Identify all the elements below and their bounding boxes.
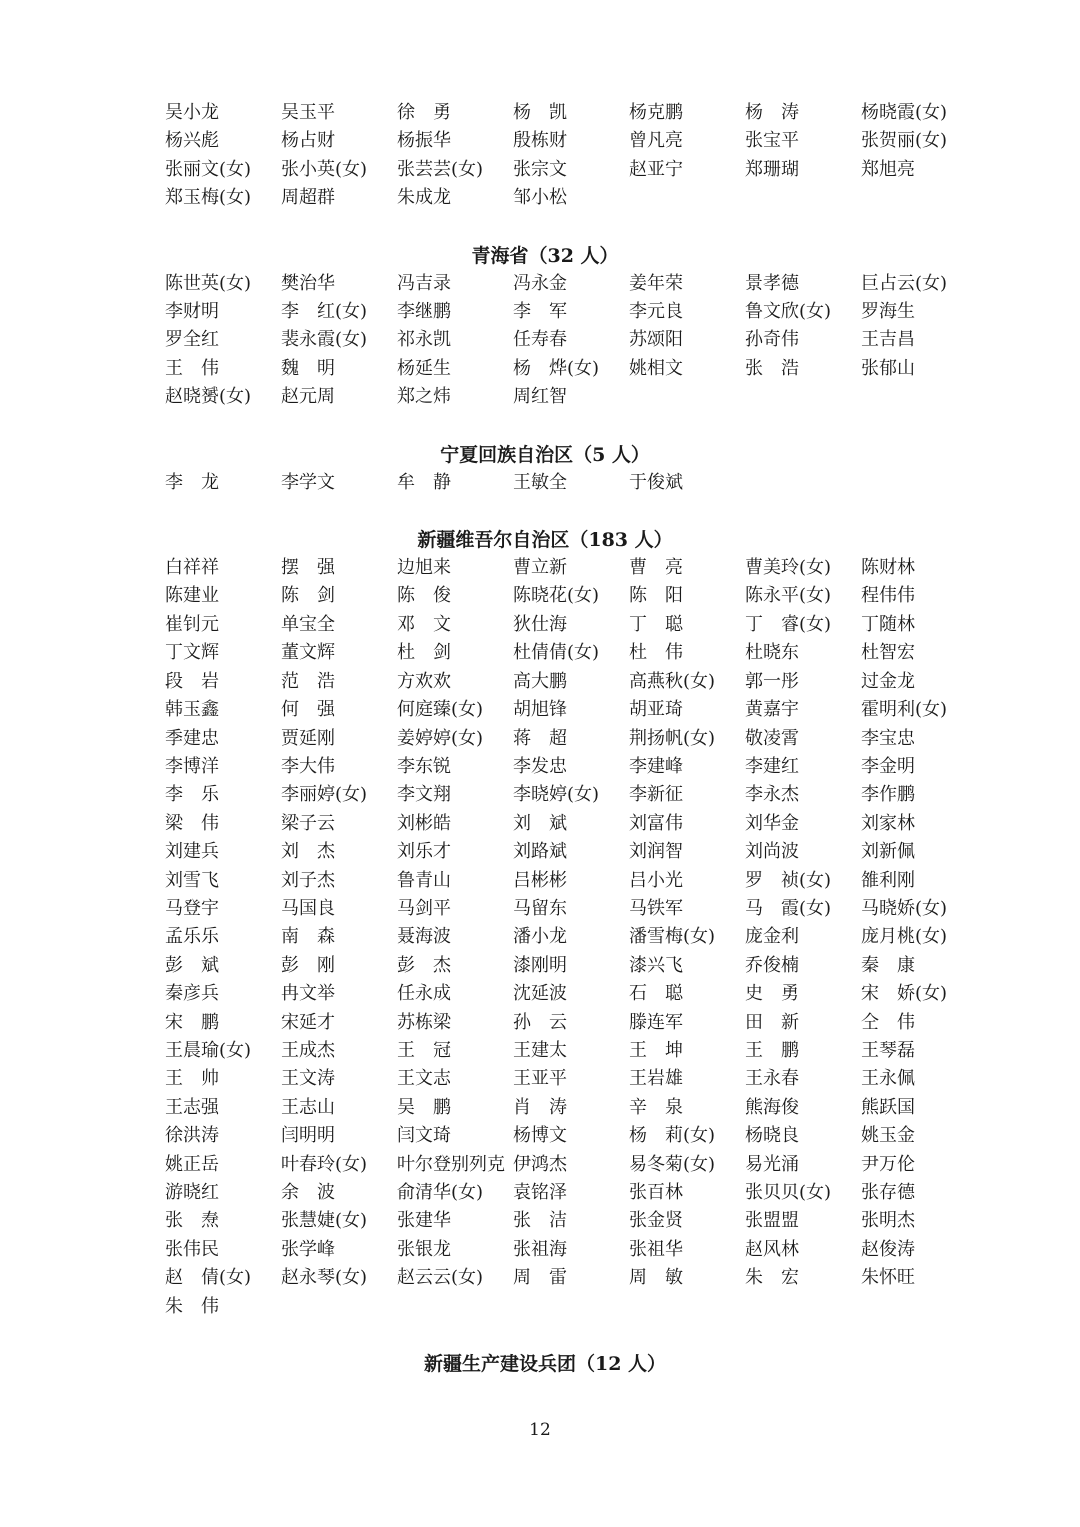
- name-entry: 陈世英(女): [165, 272, 252, 294]
- section-heading: 宁夏回族自治区（5 人）: [440, 443, 650, 466]
- name-entry: 李文翔: [397, 784, 451, 806]
- name-entry: 单宝全: [281, 613, 335, 635]
- name-entry: 姜婷婷(女): [397, 727, 484, 749]
- name-entry: 过金龙: [861, 670, 915, 692]
- name-entry: 赵风林: [745, 1238, 799, 1260]
- name-entry: 李金明: [861, 755, 915, 777]
- name-entry: 刘雪飞: [165, 869, 219, 891]
- name-entry: 易光涌: [745, 1153, 799, 1175]
- name-entry: 张金贤: [629, 1210, 683, 1232]
- name-entry: 周超群: [281, 187, 335, 209]
- name-entry: 陈永平(女): [745, 585, 832, 607]
- name-entry: 牟 静: [397, 471, 451, 493]
- name-entry: 罗 祯(女): [745, 869, 832, 891]
- name-entry: 魏 明: [281, 357, 335, 379]
- name-entry: 张慧婕(女): [281, 1210, 368, 1232]
- name-entry: 田 新: [745, 1011, 799, 1033]
- name-entry: 秦 康: [861, 954, 915, 976]
- section: [165, 1350, 975, 1378]
- name-entry: 张宗文: [513, 158, 567, 180]
- name-entry: 范 浩: [281, 670, 335, 692]
- name-entry: 刘华金: [745, 812, 799, 834]
- name-entry: 张存德: [861, 1182, 915, 1203]
- name-entry: 景孝德: [745, 272, 799, 294]
- name-entry: 史 勇: [745, 983, 799, 1005]
- name-entry: 王建太: [513, 1039, 567, 1061]
- name-entry: 张伟民: [165, 1238, 219, 1260]
- name-entry: 沈延波: [513, 983, 567, 1005]
- name-entry: 李 军: [513, 301, 567, 323]
- name-entry: 宋 鹏: [165, 1011, 219, 1033]
- name-grid: [165, 469, 975, 497]
- name-entry: 庞金利: [745, 926, 799, 948]
- name-entry: 张建华: [397, 1210, 451, 1232]
- name-entry: 杜智宏: [861, 642, 915, 664]
- name-entry: 殷栋财: [513, 130, 567, 152]
- name-entry: 周红智: [513, 386, 567, 408]
- name-entry: 伊鸿杰: [513, 1153, 567, 1175]
- name-entry: 刘建兵: [165, 841, 219, 863]
- name-entry: 孙奇伟: [745, 329, 799, 351]
- name-grid: [165, 270, 975, 412]
- name-entry: 冉文举: [281, 983, 335, 1005]
- name-entry: 张贝贝(女): [745, 1182, 832, 1203]
- name-entry: 杜 伟: [629, 642, 683, 664]
- name-entry: 刘 杰: [281, 841, 335, 863]
- name-entry: 吴玉平: [281, 102, 335, 123]
- name-entry: 王吉昌: [861, 329, 915, 351]
- name-entry: 李继鹏: [397, 301, 451, 323]
- name-entry: 马国良: [281, 897, 335, 919]
- name-entry: 张小英(女): [281, 158, 368, 180]
- name-entry: 任永成: [397, 983, 451, 1005]
- name-entry: 王志强: [165, 1096, 219, 1118]
- name-entry: 陈 剑: [281, 585, 335, 607]
- name-entry: 罗海生: [861, 301, 915, 323]
- name-entry: 杨晓霞(女): [861, 102, 948, 123]
- name-entry: 刘尚波: [745, 841, 799, 863]
- name-entry: 狄仕海: [513, 613, 567, 635]
- name-entry: 杜 剑: [397, 642, 451, 664]
- name-entry: 李发忠: [513, 755, 567, 777]
- name-entry: 游晓红: [165, 1182, 219, 1203]
- section: [165, 242, 975, 412]
- name-entry: 朱怀旺: [861, 1267, 915, 1289]
- name-entry: 叶春玲(女): [281, 1153, 368, 1175]
- name-entry: 曹 亮: [629, 557, 683, 579]
- name-entry: 鲁青山: [397, 869, 451, 891]
- name-entry: 潘小龙: [513, 926, 567, 948]
- name-entry: 王志山: [281, 1096, 335, 1118]
- name-entry: 王 帅: [165, 1068, 219, 1090]
- name-entry: 宋延才: [281, 1011, 335, 1033]
- name-entry: 赵俊涛: [861, 1238, 915, 1260]
- name-entry: 王琴磊: [861, 1039, 915, 1061]
- name-entry: 李东锐: [397, 755, 451, 777]
- name-entry: 乔俊楠: [745, 954, 799, 976]
- name-entry: 李 乐: [165, 784, 219, 806]
- name-entry: 崔钊元: [165, 613, 219, 635]
- name-entry: 李永杰: [745, 784, 799, 806]
- name-entry: 王文志: [397, 1068, 451, 1090]
- name-entry: 庞月桃(女): [861, 926, 948, 948]
- name-entry: 李大伟: [281, 755, 335, 777]
- name-entry: 张祖海: [513, 1238, 567, 1260]
- name-entry: 李 龙: [165, 471, 219, 493]
- name-entry: 张贺丽(女): [861, 130, 948, 152]
- section-heading: 新疆生产建设兵团（12 人）: [423, 1353, 667, 1376]
- name-entry: 李晓婷(女): [513, 784, 600, 806]
- page-number: 12: [529, 1420, 551, 1440]
- name-entry: 刘新佩: [861, 841, 915, 863]
- name-entry: 张盟盟: [745, 1210, 799, 1232]
- name-entry: 罗全红: [165, 329, 219, 351]
- name-entry: 陈 俊: [397, 585, 451, 607]
- name-entry: 李建红: [745, 755, 799, 777]
- name-entry: 杨 烨(女): [513, 357, 600, 379]
- name-entry: 闫文琦: [397, 1125, 451, 1147]
- name-entry: 杨占财: [281, 130, 335, 152]
- name-entry: 周 雷: [513, 1267, 567, 1289]
- name-entry: 孙 云: [513, 1011, 567, 1033]
- name-entry: 雒利刚: [861, 869, 915, 891]
- name-entry: 熊跃国: [861, 1096, 915, 1118]
- name-entry: 姚玉金: [861, 1125, 915, 1147]
- name-entry: 郑之炜: [397, 386, 451, 408]
- name-entry: 南 森: [281, 926, 335, 948]
- name-entry: 秦彦兵: [165, 983, 219, 1005]
- name-entry: 彭 杰: [397, 954, 451, 976]
- name-entry: 李新征: [629, 784, 683, 806]
- name-entry: 李 红(女): [281, 301, 368, 323]
- name-entry: 吕小光: [629, 869, 683, 891]
- name-grid: [165, 554, 975, 1321]
- name-entry: 赵亚宁: [629, 158, 683, 180]
- name-entry: 刘润智: [629, 841, 683, 863]
- section-heading: 青海省（32 人）: [471, 244, 619, 267]
- name-entry: 聂海波: [397, 926, 451, 948]
- name-entry: 李财明: [165, 301, 219, 323]
- name-entry: 曹立新: [513, 557, 567, 579]
- name-entry: 姚正岳: [165, 1153, 219, 1175]
- name-entry: 刘子杰: [281, 869, 335, 891]
- name-entry: 陈财林: [861, 557, 915, 579]
- name-entry: 张丽文(女): [165, 158, 252, 180]
- name-entry: 彭 斌: [165, 954, 219, 976]
- name-entry: 王 冠: [397, 1039, 451, 1061]
- name-entry: 张祖华: [629, 1238, 683, 1260]
- name-entry: 俞清华(女): [397, 1182, 484, 1203]
- name-entry: 黄嘉宇: [745, 699, 799, 721]
- name-entry: 刘乐才: [397, 841, 451, 863]
- name-entry: 巨占云(女): [861, 272, 948, 294]
- name-entry: 苏颂阳: [629, 329, 683, 351]
- name-entry: 梁子云: [281, 812, 335, 834]
- name-entry: 贾延刚: [281, 727, 335, 749]
- name-entry: 吕彬彬: [513, 869, 567, 891]
- name-entry: 荆扬帆(女): [629, 727, 716, 749]
- name-entry: 余 波: [281, 1182, 335, 1203]
- name-grid: [165, 99, 975, 213]
- name-entry: 刘路斌: [513, 841, 567, 863]
- name-entry: 尹万伦: [861, 1153, 915, 1175]
- name-entry: 吴小龙: [165, 102, 219, 123]
- name-entry: 张 浩: [745, 357, 799, 379]
- name-entry: 樊治华: [281, 272, 335, 294]
- name-entry: 王成杰: [281, 1039, 335, 1061]
- section: [165, 99, 975, 213]
- name-entry: 周 敏: [629, 1267, 683, 1289]
- name-entry: 漆兴飞: [629, 954, 683, 976]
- name-entry: 王亚平: [513, 1068, 567, 1090]
- name-entry: 丁 睿(女): [745, 613, 832, 635]
- name-entry: 王永春: [745, 1068, 799, 1090]
- name-entry: 杨 凯: [513, 102, 567, 123]
- name-entry: 杨 莉(女): [629, 1125, 716, 1147]
- name-entry: 摆 强: [281, 557, 335, 579]
- section: [165, 526, 975, 1321]
- name-entry: 吴 鹏: [397, 1096, 451, 1118]
- name-entry: 马登宇: [165, 897, 219, 919]
- name-entry: 刘家林: [861, 812, 915, 834]
- name-entry: 李元良: [629, 301, 683, 323]
- section: [165, 441, 975, 497]
- name-entry: 张 洁: [513, 1210, 567, 1232]
- name-entry: 漆刚明: [513, 954, 567, 976]
- name-entry: 郑珊瑚: [745, 158, 799, 180]
- name-entry: 张银龙: [397, 1238, 451, 1260]
- name-entry: 杨 涛: [745, 102, 799, 123]
- name-entry: 高大鹏: [513, 670, 567, 692]
- name-entry: 张百林: [629, 1182, 683, 1203]
- name-entry: 朱 宏: [745, 1267, 799, 1289]
- name-entry: 李宝忠: [861, 727, 915, 749]
- name-entry: 孟乐乐: [165, 926, 219, 948]
- name-entry: 鲁文欣(女): [745, 301, 832, 323]
- name-entry: 王 鹏: [745, 1039, 799, 1061]
- name-entry: 杨振华: [397, 130, 451, 152]
- name-entry: 张明杰: [861, 1210, 915, 1232]
- name-entry: 马晓娇(女): [861, 897, 948, 919]
- name-entry: 丁随林: [861, 613, 915, 635]
- name-entry: 朱成龙: [397, 187, 451, 209]
- name-entry: 方欢欢: [397, 670, 451, 692]
- name-entry: 郑玉梅(女): [165, 187, 252, 209]
- name-entry: 曾凡亮: [629, 130, 683, 152]
- name-entry: 赵云云(女): [397, 1267, 484, 1289]
- name-entry: 赵元周: [281, 386, 335, 408]
- name-entry: 刘 斌: [513, 812, 567, 834]
- name-entry: 任寿春: [513, 329, 567, 351]
- name-entry: 马铁军: [629, 897, 683, 919]
- name-entry: 杨晓良: [745, 1125, 799, 1147]
- name-entry: 叶尔登别列克: [397, 1153, 505, 1175]
- name-entry: 张 焘: [165, 1210, 219, 1232]
- name-entry: 宋 娇(女): [861, 983, 948, 1005]
- name-entry: 徐洪涛: [165, 1125, 219, 1147]
- name-entry: 徐 勇: [397, 102, 451, 123]
- name-entry: 杨兴彪: [165, 130, 219, 152]
- name-entry: 陈晓花(女): [513, 585, 600, 607]
- name-entry: 肖 涛: [513, 1096, 567, 1118]
- name-entry: 杨延生: [397, 357, 451, 379]
- name-entry: 邓 文: [397, 613, 451, 635]
- name-entry: 姚相文: [629, 357, 683, 379]
- name-entry: 辛 泉: [629, 1096, 683, 1118]
- name-entry: 王永佩: [861, 1068, 915, 1090]
- name-entry: 高燕秋(女): [629, 670, 716, 692]
- name-entry: 张郁山: [861, 357, 915, 379]
- name-entry: 何 强: [281, 699, 335, 721]
- name-entry: 李博洋: [165, 755, 219, 777]
- name-entry: 王晨瑜(女): [165, 1039, 252, 1061]
- name-entry: 仝 伟: [861, 1011, 915, 1033]
- name-entry: 杜倩倩(女): [513, 642, 600, 664]
- name-entry: 王 伟: [165, 357, 219, 379]
- name-entry: 滕连军: [629, 1011, 683, 1033]
- name-entry: 段 岩: [165, 670, 219, 692]
- name-list-content: [165, 99, 975, 1378]
- name-entry: 张学峰: [281, 1238, 335, 1260]
- name-entry: 李建峰: [629, 755, 683, 777]
- name-entry: 冯吉录: [397, 272, 451, 294]
- name-entry: 刘富伟: [629, 812, 683, 834]
- name-entry: 蒋 超: [513, 727, 567, 749]
- name-entry: 敬凌霄: [745, 727, 799, 749]
- name-entry: 韩玉鑫: [165, 699, 219, 721]
- name-entry: 朱 伟: [165, 1295, 219, 1317]
- name-entry: 邹小松: [513, 187, 567, 209]
- name-entry: 石 聪: [629, 983, 683, 1005]
- name-entry: 胡旭锋: [513, 699, 567, 721]
- name-entry: 杨克鹏: [629, 102, 683, 123]
- name-entry: 王岩雄: [629, 1068, 683, 1090]
- name-entry: 张宝平: [745, 130, 799, 152]
- name-entry: 白祥祥: [165, 557, 219, 579]
- name-entry: 丁 聪: [629, 613, 683, 635]
- name-entry: 熊海俊: [745, 1096, 799, 1118]
- name-entry: 杜晓东: [745, 642, 799, 664]
- name-entry: 张芸芸(女): [397, 158, 484, 180]
- name-entry: 冯永金: [513, 272, 567, 294]
- name-entry: 王 坤: [629, 1039, 683, 1061]
- name-entry: 赵晓赟(女): [165, 386, 252, 408]
- name-entry: 苏栋梁: [397, 1011, 451, 1033]
- name-entry: 彭 刚: [281, 954, 335, 976]
- name-entry: 祁永凯: [397, 329, 451, 351]
- name-entry: 杨博文: [513, 1125, 567, 1147]
- name-entry: 王文涛: [281, 1068, 335, 1090]
- name-entry: 陈建业: [165, 585, 219, 607]
- section-heading: 新疆维吾尔自治区（183 人）: [417, 529, 673, 552]
- name-entry: 胡亚琦: [629, 699, 683, 721]
- name-entry: 季建忠: [165, 727, 219, 749]
- name-entry: 丁文辉: [165, 642, 219, 664]
- name-entry: 赵永琴(女): [281, 1267, 368, 1289]
- name-entry: 闫明明: [281, 1125, 335, 1147]
- name-entry: 赵 倩(女): [165, 1267, 252, 1289]
- name-entry: 郭一彤: [745, 670, 799, 692]
- name-entry: 马 霞(女): [745, 897, 832, 919]
- name-entry: 何庭臻(女): [397, 699, 484, 721]
- name-entry: 程伟伟: [861, 585, 915, 607]
- name-entry: 袁铭泽: [513, 1182, 567, 1203]
- name-entry: 马剑平: [397, 897, 451, 919]
- name-entry: 郑旭亮: [861, 158, 915, 180]
- name-entry: 王敏全: [513, 471, 567, 493]
- name-entry: 李作鹏: [861, 784, 915, 806]
- name-entry: 易冬菊(女): [629, 1153, 716, 1175]
- name-entry: 边旭来: [397, 557, 451, 579]
- name-entry: 梁 伟: [165, 812, 219, 834]
- name-entry: 裴永霞(女): [281, 329, 368, 351]
- name-entry: 马留东: [513, 897, 567, 919]
- name-entry: 李丽婷(女): [281, 784, 368, 806]
- name-entry: 董文辉: [281, 642, 335, 664]
- name-entry: 刘彬皓: [397, 812, 451, 834]
- name-entry: 潘雪梅(女): [629, 926, 716, 948]
- name-entry: 曹美玲(女): [745, 557, 832, 579]
- name-entry: 于俊斌: [629, 471, 683, 493]
- name-entry: 姜年荣: [629, 272, 683, 294]
- name-entry: 陈 阳: [629, 585, 683, 607]
- name-entry: 李学文: [281, 471, 335, 493]
- name-entry: 霍明利(女): [861, 699, 948, 721]
